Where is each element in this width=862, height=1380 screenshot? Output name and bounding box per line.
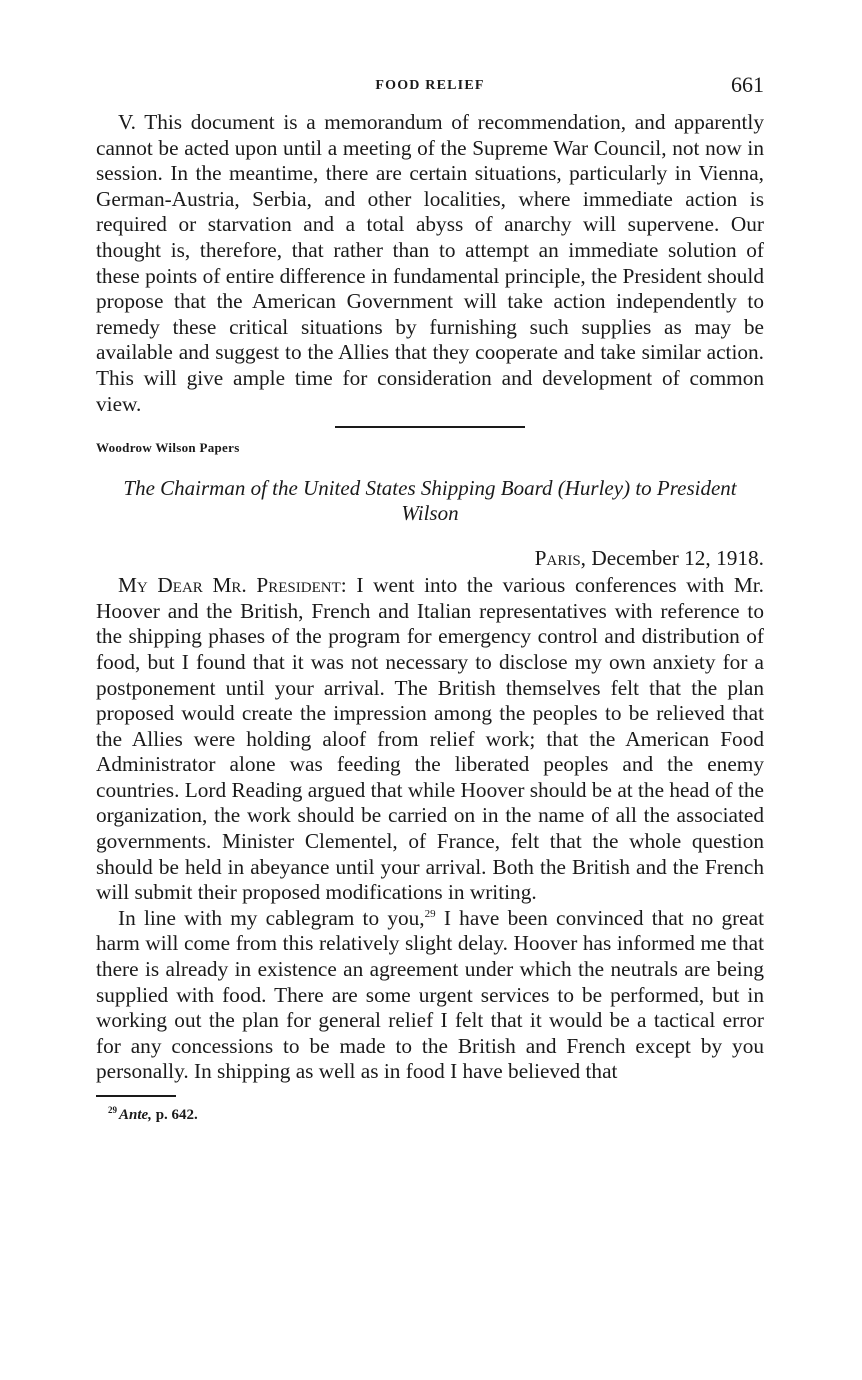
footnote <box>108 1107 764 1124</box>
section-divider <box>335 426 525 428</box>
letter-paragraph-1 <box>96 573 764 906</box>
footnote-rule <box>96 1095 176 1097</box>
letter-paragraph-2-rest: I have been convinced that no great harm will come from this relatively slight delay. Hoover has informed me that there is already in existence an agreement under which the neutrals are being supplied with food. There are some urgent services to be performed, but in working out the plan for general relief I felt that it would be a tactical error for any concessions to be made to the British and French except by you personally. In shipping as well as in food I have believed that <box>96 905 765 1084</box>
letter-paragraph-2-start: In line with my cablegram to you, <box>118 905 425 930</box>
section-v-paragraph: V. This document is a memorandum of recommendation, and apparently cannot be acted upon until a meeting of the Supreme War Council, not now in session. In the meantime, there are certain situations, particularly in Vienna, German-Austria, Serbia, and other localities, where immediate action is required or starvation and a total abyss of anarchy will supervene. Our thought is, therefore, that rather than to attempt an immediate solution of these points of entire difference in fundamental principle, the President should propose that the American Government will take action independently to remedy these critical situations by furnishing such supplies as may be available and suggest to the Allies that they cooperate and take similar action. This will give ample time for consideration and development of common view. <box>96 110 764 416</box>
dateline-date: December 12, 1918. <box>591 546 764 571</box>
footnote-ante: Ante, <box>119 1107 152 1123</box>
letter-paragraph-1-text: I went into the various conferences with Mr. Hoover and the British, French and Italian representatives with reference to the shipping phases of the program for emergency control and distribution of food, but I found that it was not necessary to disclose my own anxiety for a postponement until your arrival. The British themselves felt that the plan proposed would create the impression among the peoples to be relieved that the Allies were holding aloof from relief work; that the American Food Administrator alone was feeding the liberated peoples and the enemy countries. Lord Reading argued that while Hoover should be at the head of the organization, the work should be carried on in the name of all the associated governments. Minister Clementel, of France, felt that the whole question should be held in abeyance until your arrival. Both the British and the French will submit their proposed modifications in writing. <box>96 573 764 905</box>
source-label: Woodrow Wilson Papers <box>96 440 240 456</box>
running-title: FOOD RELIEF <box>375 78 485 93</box>
letter-paragraph-2 <box>96 906 764 1085</box>
running-head <box>96 72 764 102</box>
dateline-place: Paris, <box>534 546 586 571</box>
footnote-reference: 29 <box>424 907 436 920</box>
salutation: My Dear Mr. President: <box>118 573 347 598</box>
document-title: The Chairman of the United States Shipping Board (Hurley) to President Wilson <box>123 476 737 526</box>
dateline <box>96 546 764 571</box>
footnote-page: p. 642. <box>155 1107 198 1123</box>
page-number: 661 <box>731 72 764 97</box>
page-content <box>96 72 764 1124</box>
footnote-mark: 29 <box>108 1105 117 1115</box>
